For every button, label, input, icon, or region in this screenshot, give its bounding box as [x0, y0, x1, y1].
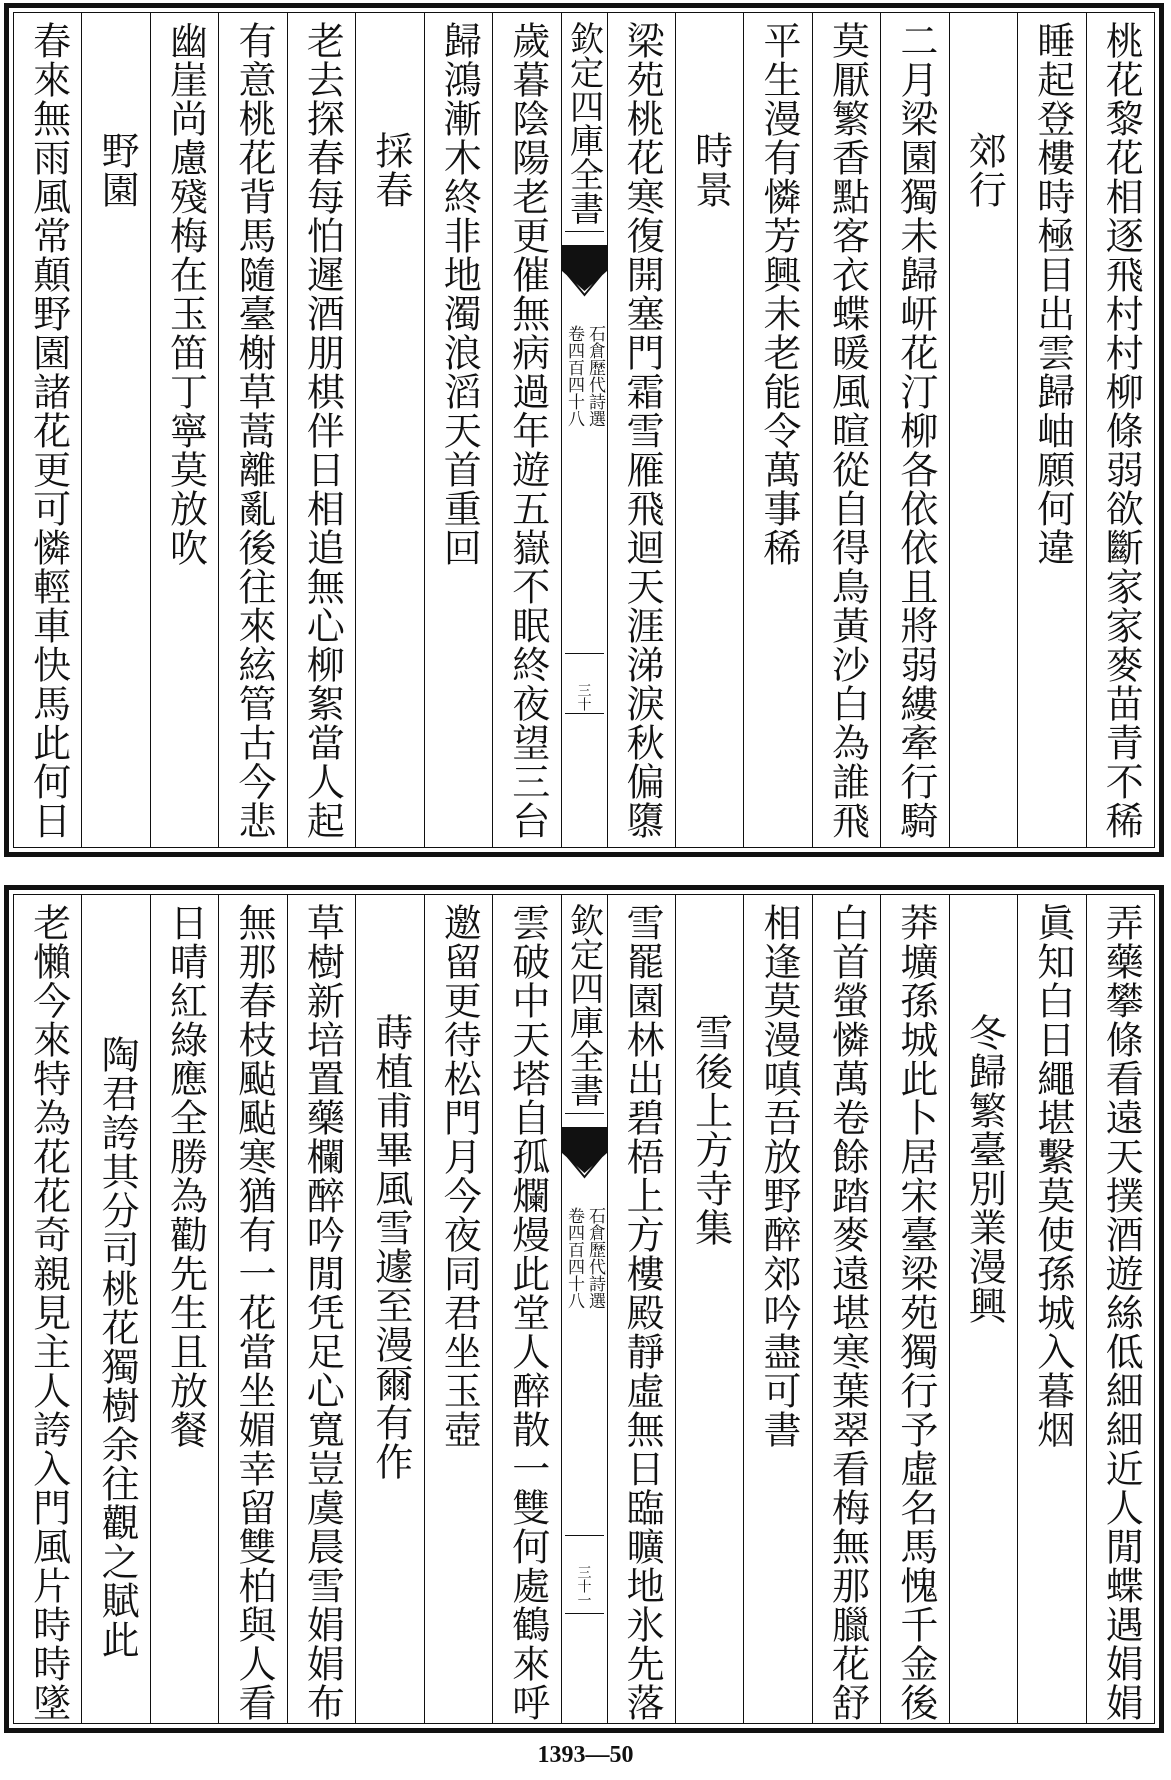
poem-title: 時景: [688, 131, 733, 209]
text-column: [150, 895, 218, 1723]
text-column: [743, 13, 811, 847]
volume-number: 卷四百四十八: [564, 325, 584, 427]
top-page: [4, 3, 1164, 857]
text-column: [287, 13, 355, 847]
text-column: [81, 895, 149, 1723]
text-column: [492, 13, 560, 847]
text-column: [607, 13, 675, 847]
text-column: [424, 13, 492, 847]
bottom-page: [4, 885, 1164, 1733]
poem-title: 採春: [368, 131, 413, 209]
text-column: [1017, 13, 1085, 847]
poem-title: 陶君誇其分司桃花獨樹余往觀之賦此: [95, 1035, 140, 1659]
divider: [565, 653, 604, 654]
column-text: 二月梁園獨未歸岍花汀柳各依依且將弱縷牽行騎: [893, 21, 938, 840]
text-column: [150, 13, 218, 847]
column-text: 雲破中天塔自孤爛熳此堂人醉散一雙何處鶴來呼: [505, 903, 550, 1722]
column-text: 梁苑桃花寒復開塞門霜雪雁飛迴天涯涕淚秋偏隳: [620, 21, 665, 840]
column-text: 邀留更待松門月今夜同君坐玉壺: [437, 903, 482, 1449]
divider: [565, 1535, 604, 1536]
text-column: [1086, 13, 1154, 847]
text-column: [675, 13, 743, 847]
column-text: 弄藥攀條看遠天撲酒遊絲低細細近人閒蝶遇娟娟: [1099, 903, 1144, 1722]
fish-tail-ornament: [562, 1127, 607, 1185]
divider: [565, 713, 604, 714]
text-column: [880, 13, 948, 847]
column-text: 莽壙孫城此卜居宋臺梁苑獨行予虛名馬愧千金後: [893, 903, 938, 1722]
text-column: [1086, 895, 1154, 1723]
column-text: 老去探春每怕遲酒朋棋伴日相追無心柳絮當人起: [300, 21, 345, 840]
divider: [565, 1113, 604, 1114]
text-column: [812, 895, 880, 1723]
text-column: [675, 895, 743, 1723]
column-text: 相逢莫漫嗔吾放野醉郊吟盡可書: [757, 903, 802, 1449]
column-text: 桃花黎花相逐飛村村柳條弱欲斷家家麥苗青不稀: [1099, 21, 1144, 840]
poem-title: 雪後上方寺集: [688, 1013, 733, 1247]
column-text: 眞知白日繩堪繫莫使孫城入暮烟: [1030, 903, 1075, 1449]
text-column: [949, 895, 1017, 1723]
volume-number: 卷四百四十八: [564, 1207, 584, 1309]
text-column: [218, 13, 286, 847]
text-column: [492, 895, 560, 1723]
center-margin: [561, 895, 607, 1723]
center-margin: [561, 13, 607, 847]
leaf-number: 三十: [575, 683, 592, 711]
poem-title: 冬歸繁臺別業漫興: [962, 1013, 1007, 1325]
top-page-columns: [13, 12, 1155, 848]
column-text: 無那春枝颭颭寒猶有一花當坐媚幸留雙柏與人看: [231, 903, 276, 1722]
column-text: 幽崖尚慮殘梅在玉笛丁寧莫放吹: [163, 21, 208, 567]
volume-info: [562, 1207, 607, 1447]
column-text: 老懶今來特為花花奇親見主人誇入門風片時時墜: [26, 903, 71, 1722]
bottom-page-columns: [13, 894, 1155, 1724]
column-text: 睡起登樓時極目出雲歸岫願何違: [1030, 21, 1075, 567]
volume-info: [562, 325, 607, 565]
text-column: [355, 895, 423, 1723]
column-text: 草樹新培置藥欄醉吟閒凭足心寬豈虞晨雪娟娟布: [300, 903, 345, 1722]
text-column: [880, 895, 948, 1723]
anthology-name: 石倉歷代詩選: [585, 1207, 605, 1309]
text-column: [14, 895, 81, 1723]
text-column: [81, 13, 149, 847]
text-column: [355, 13, 423, 847]
column-text: 白首螢憐萬卷餘踏麥遠堪寒葉翠看梅無那臘花舒: [825, 903, 870, 1722]
text-column: [1017, 895, 1085, 1723]
text-column: [743, 895, 811, 1723]
leaf-number: 三十一: [575, 1565, 592, 1607]
text-column: [424, 895, 492, 1723]
poem-title: 郊行: [962, 131, 1007, 209]
column-text: 歸鴻漸木終非地濁浪滔天首重回: [437, 21, 482, 567]
book-title: 欽定四庫全書: [563, 21, 604, 225]
poem-title: 蒔植甫畢風雪遽至漫爾有作: [368, 1013, 413, 1481]
fish-tail-ornament: [562, 245, 607, 303]
text-column: [812, 13, 880, 847]
text-column: [287, 895, 355, 1723]
page-number: 1393—50: [537, 1742, 634, 1768]
column-text: 有意桃花背馬隨臺榭草蒿離亂後往來絃管古今悲: [231, 21, 276, 840]
anthology-name: 石倉歷代詩選: [585, 325, 605, 427]
text-column: [949, 13, 1017, 847]
text-column: [14, 13, 81, 847]
divider: [565, 231, 604, 232]
column-text: 平生漫有憐芳興未老能令萬事稀: [757, 21, 802, 567]
text-column: [607, 895, 675, 1723]
column-text: 莫厭繁香點客衣蝶暖風暄從自得鳥黃沙白為誰飛: [825, 21, 870, 840]
book-title: 欽定四庫全書: [563, 903, 604, 1107]
poem-title: 野園: [95, 131, 140, 209]
column-text: 雪罷園林出碧梧上方樓殿靜虛無日臨曠地氷先落: [620, 903, 665, 1722]
column-text: 春來無雨風常顛野園諸花更可憐輕車快馬此何日: [26, 21, 71, 840]
column-text: 日晴紅綠應全勝為勸先生且放餐: [163, 903, 208, 1449]
text-column: [218, 895, 286, 1723]
divider: [565, 1613, 604, 1614]
column-text: 歲暮陰陽老更催無病過年遊五嶽不眠終夜望三台: [505, 21, 550, 840]
